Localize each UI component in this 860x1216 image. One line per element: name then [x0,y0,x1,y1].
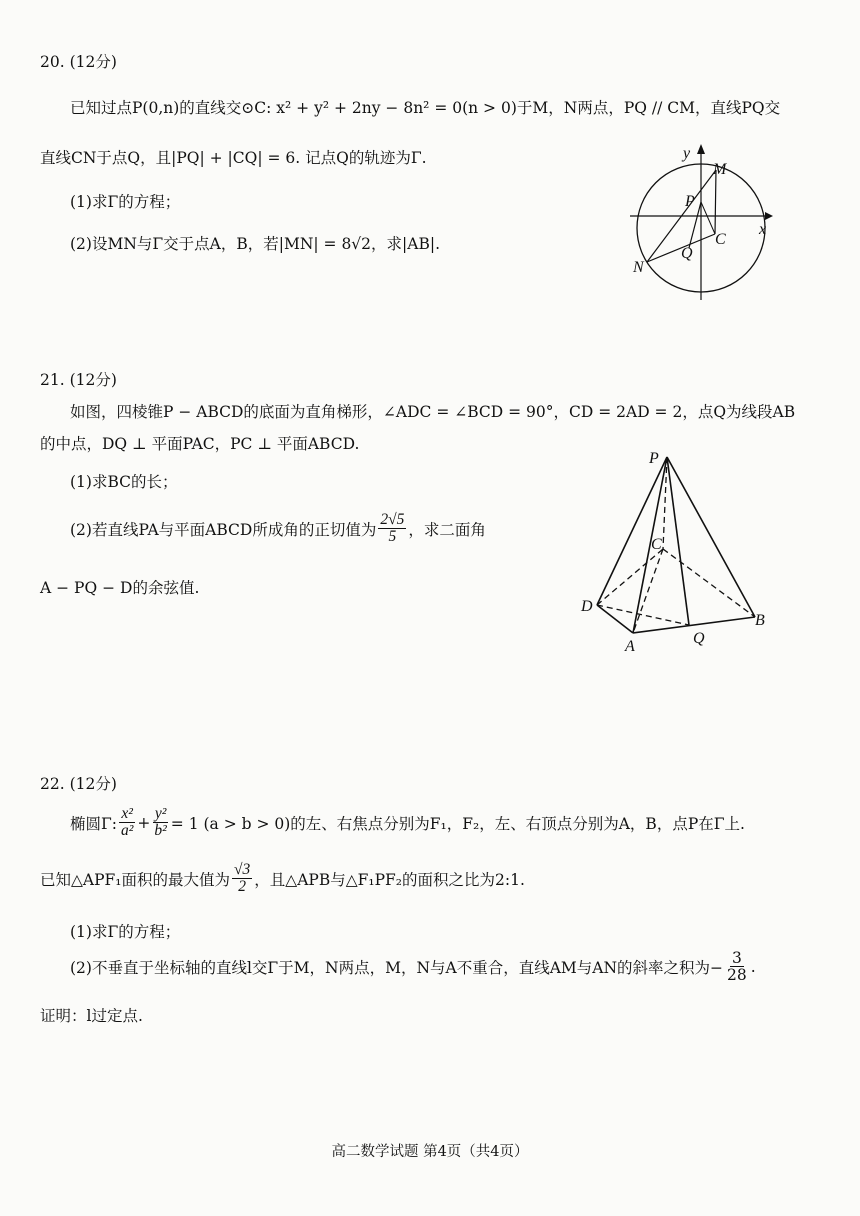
page-footer: 高二数学试题 第4页（共4页） [331,1144,529,1160]
q22-line2-post: ，且△APB与△F₁PF₂的面积之比为2:1. [254,870,525,889]
q22-line1-post: = 1 (a > b > 0)的左、右焦点分别为F₁，F₂，左、右顶点分别为A，B，点P在Γ上. [170,814,745,833]
q20-label-Q: Q [681,245,693,262]
q20-label-C: C [715,231,726,248]
q21-stem-line1: 如图，四棱锥P − ABCD的底面为直角梯形，∠ADC = ∠BCD = 90°，CD = 2AD = 2，点Q为线段AB [70,403,796,421]
q20-label-y: y [683,145,691,162]
q22-slope-fraction [725,950,749,984]
q22-part2-line2: 证明：l过定点. [40,1007,143,1025]
q22-stem-line2 [40,862,525,896]
q22-part2-pre: (2)不垂直于坐标轴的直线l交Γ于M，N两点，M，N与A不重合，直线AM与AN的斜率之积为− [70,958,724,977]
q22-x-fraction [119,806,135,840]
q22-area-fraction [232,862,252,896]
q21-tangent-fraction [378,512,406,546]
q22-line2-pre: 已知△APF₁面积的最大值为 [40,870,231,889]
q22-header: 22. (12分) [40,775,117,793]
q20-label-P: P [685,193,695,210]
q21-part2-post: ，求二面角 [408,520,486,539]
q21-stem-line2: 的中点，DQ ⊥ 平面PAC，PC ⊥ 平面ABCD. [40,435,360,453]
q22-plus-sign: + [137,813,151,832]
q22-area-numerator: √3 [234,861,251,878]
q22-x-numerator: x² [121,805,133,822]
q21-label-B: B [755,612,765,629]
q22-x-denominator: a² [120,822,134,840]
q21-frac-numerator: 2√5 [380,511,405,528]
q22-y-numerator: y² [154,805,167,822]
q21-header: 21. (12分) [40,371,117,389]
q22-slope-denominator: 28 [727,966,747,985]
q22-slope-numerator: 3 [731,949,742,967]
q22-part1: (1)求Γ的方程； [70,923,181,941]
q21-part2-pre: (2)若直线PA与平面ABCD所成角的正切值为 [70,520,377,539]
q20-stem-line1: 已知过点P(0,n)的直线交⊙C: x² + y² + 2ny − 8n² = 0(n > 0)于M，N两点，PQ // CM，直线PQ交 [70,99,781,117]
q20-part1: (1)求Γ的方程； [70,193,181,211]
q22-y-fraction [152,806,168,840]
q20-header: 20. (12分) [40,53,117,71]
q20-label-N: N [633,259,644,276]
q21-label-D: D [581,598,593,615]
q21-label-C: C [651,536,662,553]
q22-part2 [70,950,756,984]
q22-part2-post: . [750,957,756,976]
q22-y-denominator: b² [154,822,167,840]
q21-part2 [70,512,486,546]
q21-label-Q: Q [693,630,705,647]
q21-part2-line2: A − PQ − D的余弦值. [40,579,200,597]
q21-label-A: A [625,638,635,655]
q22-area-denominator: 2 [238,878,247,896]
q21-part1: (1)求BC的长； [70,473,178,491]
q20-label-M: M [713,161,727,178]
q20-part2: (2)设MN与Γ交于点A，B，若|MN| = 8√2，求|AB|. [70,235,441,253]
q21-label-P: P [649,450,659,467]
q20-stem-line2: 直线CN于点Q，且|PQ| + |CQ| = 6. 记点Q的轨迹为Γ. [40,149,427,167]
q20-figure-circle-diagram [625,140,785,305]
q22-stem-line1 [70,806,745,840]
q22-line1-pre: 椭圆Γ: [70,814,117,833]
q21-figure-pyramid [575,445,775,655]
q20-label-x: x [759,221,767,238]
q21-frac-denominator: 5 [388,528,397,546]
